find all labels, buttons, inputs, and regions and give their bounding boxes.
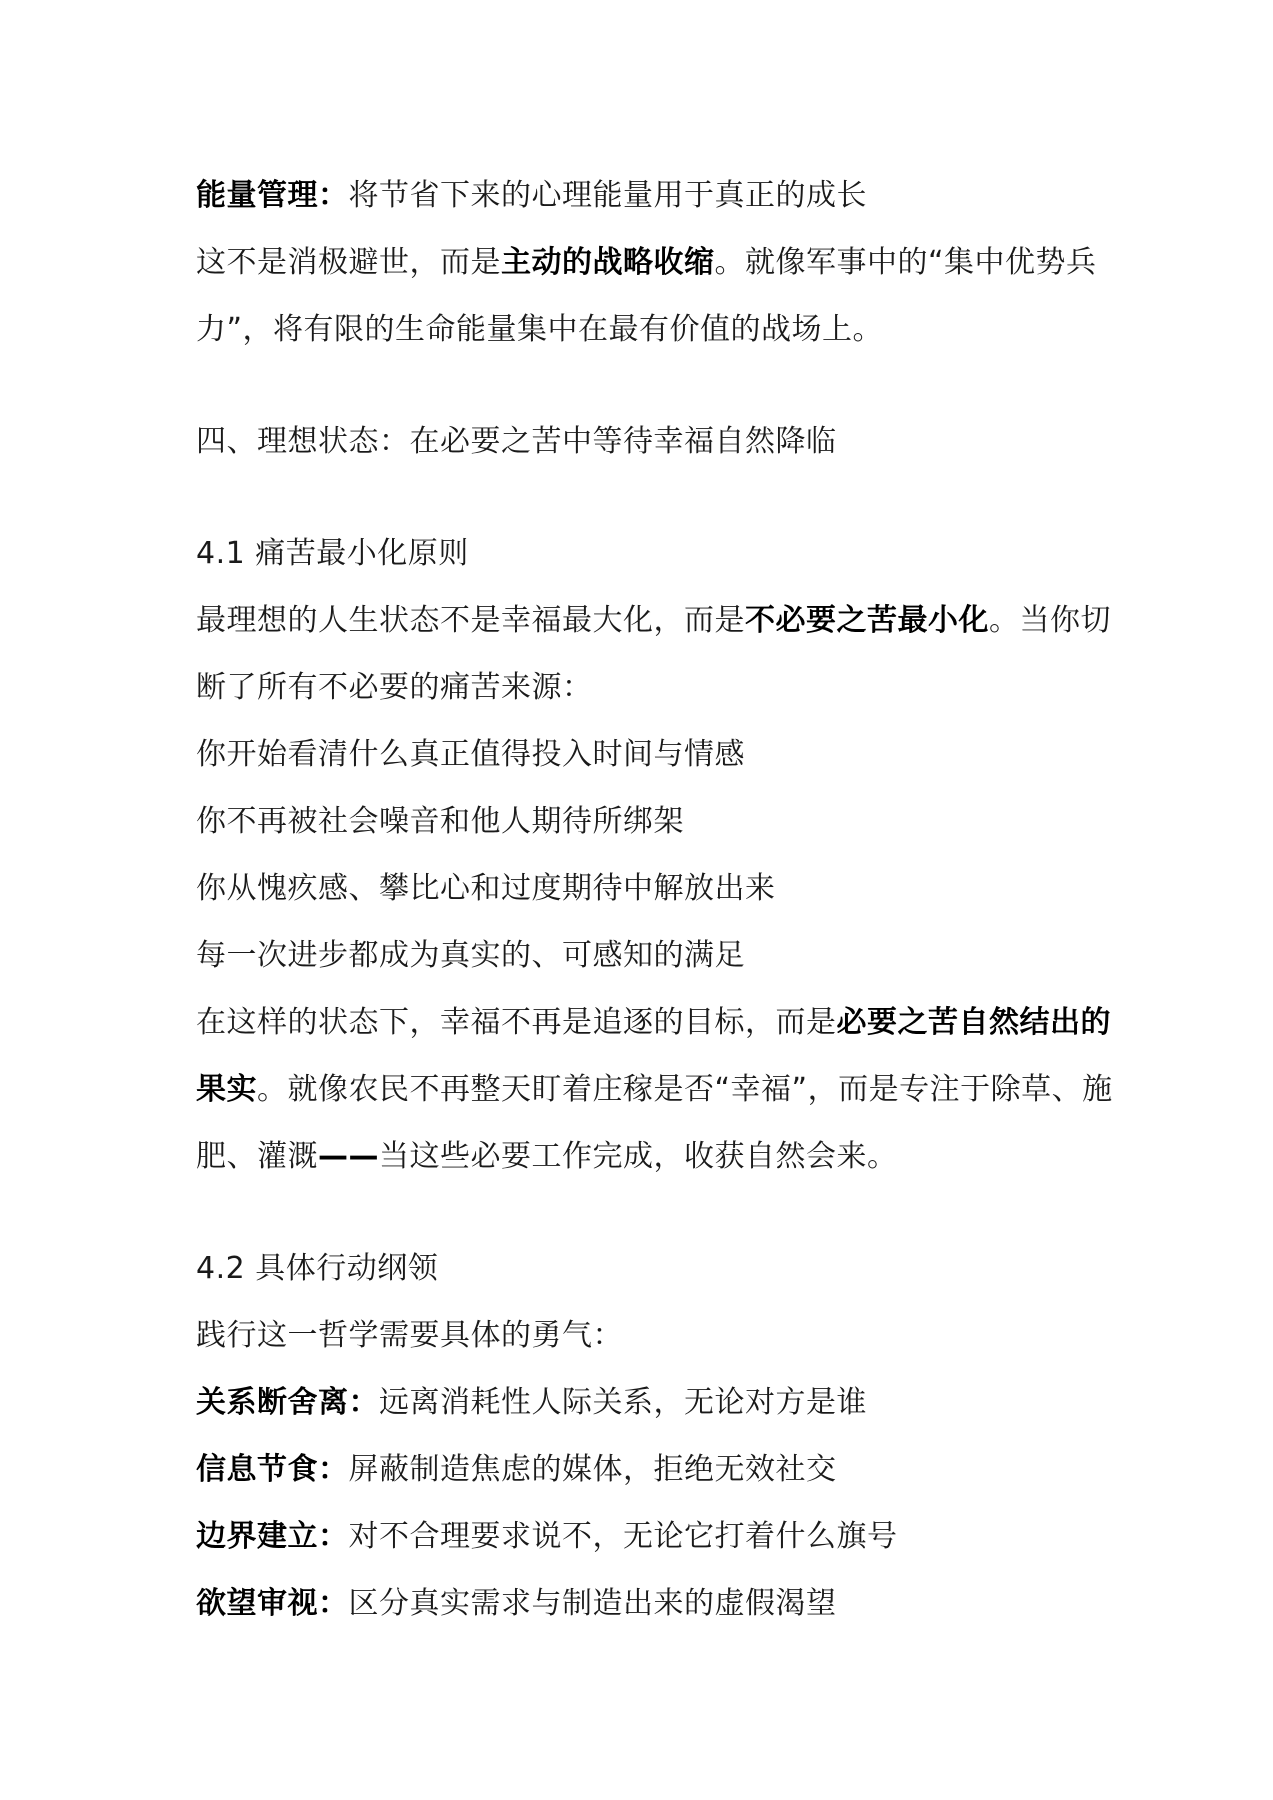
spacer [196, 363, 1083, 408]
text-span: 力”，将有限的生命能量集中在最有价值的战场上。 [196, 312, 884, 347]
section-4-2-title: 4.2 具体行动纲领 [196, 1251, 439, 1286]
list-item [196, 855, 1083, 922]
action-item-desire-review [196, 1570, 1083, 1637]
section-4-1-title: 4.1 痛苦最小化原则 [196, 536, 469, 571]
list-item [196, 788, 1083, 855]
list-item [196, 721, 1083, 788]
happiness-paragraph-line-2 [196, 1056, 1113, 1123]
strategy-paragraph-line-1 [196, 229, 1097, 296]
strategy-paragraph-line-2 [196, 296, 1083, 363]
text-span: 当这些必要工作完成，收获自然会来。 [379, 1139, 898, 1174]
text-span: 你从愧疚感、攀比心和过度期待中解放出来 [196, 871, 776, 906]
action-text: 对不合理要求说不，无论它打着什么旗号 [348, 1519, 898, 1554]
energy-management-text: 将节省下来的心理能量用于真正的成长 [348, 178, 867, 213]
action-text: 屏蔽制造焦虑的媒体，拒绝无效社交 [348, 1452, 837, 1487]
text-span: 这不是消极避世，而是 [196, 245, 501, 280]
action-term: 边界建立： [196, 1519, 349, 1554]
action-item-information-diet [196, 1436, 1083, 1503]
section-4-1-heading [196, 520, 1083, 587]
text-span: 你开始看清什么真正值得投入时间与情感 [196, 737, 745, 772]
text-span: 每一次进步都成为真实的、可感知的满足 [196, 938, 745, 973]
fruit-word: 果实 [196, 1072, 257, 1107]
action-text: 远离消耗性人际关系，无论对方是谁 [379, 1385, 867, 1420]
action-term: 信息节食： [196, 1452, 349, 1487]
spacer [196, 1190, 1083, 1235]
text-span: 。就像军事中的“集中优势兵 [714, 245, 1097, 280]
action-item-relationships [196, 1369, 1083, 1436]
list-item [196, 922, 1083, 989]
section-4-title: 四、理想状态：在必要之苦中等待幸福自然降临 [196, 424, 837, 459]
text-span: 你不再被社会噪音和他人期待所绑架 [196, 804, 684, 839]
action-text: 区分真实需求与制造出来的虚假渴望 [348, 1586, 837, 1621]
text-span: 最理想的人生状态不是幸福最大化，而是 [196, 603, 745, 638]
text-span: 践行这一哲学需要具体的勇气： [196, 1318, 623, 1353]
text-span: 在这样的状态下，幸福不再是追逐的目标，而是 [196, 1005, 837, 1040]
pain-min-paragraph-line-1 [196, 587, 1111, 654]
spacer [196, 475, 1083, 520]
happiness-paragraph-line-3 [196, 1123, 1083, 1190]
text-span: 。就像农民不再整天盯着庄稼是否“幸福”，而是专注于除草、施 [257, 1072, 1113, 1107]
energy-management-term: 能量管理： [196, 178, 349, 213]
text-span: 。当你切 [989, 603, 1111, 638]
em-dash: —— [318, 1139, 379, 1174]
happiness-paragraph-line-1 [196, 989, 1111, 1056]
text-span: 肥、灌溉 [196, 1139, 318, 1174]
minimize-unnecessary-pain: 不必要之苦最小化 [745, 603, 989, 638]
energy-management-line [196, 162, 1083, 229]
active-strategic-contraction: 主动的战略收缩 [501, 245, 715, 280]
action-intro-line [196, 1302, 1083, 1369]
pain-min-paragraph-line-2 [196, 654, 1083, 721]
section-4-2-heading [196, 1235, 1083, 1302]
text-span: 断了所有不必要的痛苦来源： [196, 670, 593, 705]
action-term: 关系断舍离： [196, 1385, 379, 1420]
section-4-heading [196, 408, 1083, 475]
fruit-of-necessary-pain: 必要之苦自然结出的 [836, 1005, 1111, 1040]
action-term: 欲望审视： [196, 1586, 349, 1621]
action-item-boundaries [196, 1503, 1083, 1570]
